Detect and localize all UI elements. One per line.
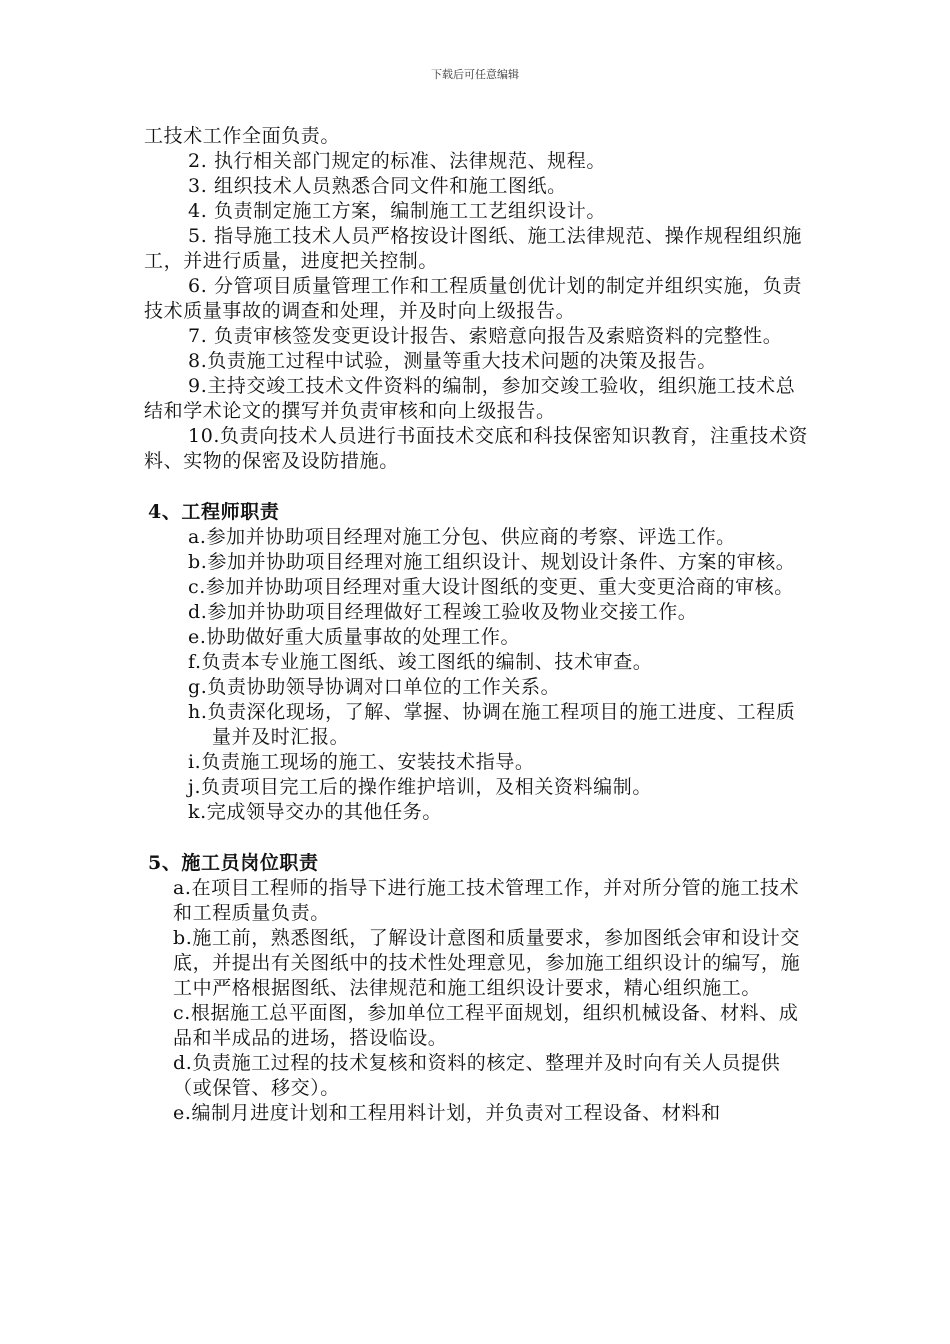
section-4-item-f: f.负责本专业施工图纸、竣工图纸的编制、技术审查。 <box>188 651 653 673</box>
section-4-item-e: e.协助做好重大质量事故的处理工作。 <box>188 626 521 648</box>
section-5-item-c: c.根据施工总平面图，参加单位工程平面规划，组织机械设备、材料、成品和半成品的进场，搭设临设。 <box>173 1002 799 1049</box>
section-4-item-c: c.参加并协助项目经理对重大设计图纸的变更、重大变更洽商的审核。 <box>188 576 794 598</box>
numbered-item-7: 7. 负责审核签发变更设计报告、索赔意向报告及索赔资料的完整性。 <box>188 325 783 347</box>
section-5-heading: 5、施工员岗位职责 <box>148 852 319 874</box>
section-4-item-b: b.参加并协助项目经理对施工组织设计、规划设计条件、方案的审核。 <box>188 551 796 573</box>
section-4-item-j: j.负责项目完工后的操作维护培训，及相关资料编制。 <box>188 776 652 798</box>
section-4-heading: 4、工程师职责 <box>148 501 280 523</box>
numbered-item-4: 4. 负责制定施工方案，编制施工工艺组织设计。 <box>188 200 606 222</box>
paragraph-intro-tail: 工技术工作全面负责。 <box>144 125 341 147</box>
section-4-item-a: a.参加并协助项目经理对施工分包、供应商的考察、评选工作。 <box>188 526 736 548</box>
section-4-item-k: k.完成领导交办的其他任务。 <box>188 801 442 823</box>
numbered-item-5: 5. 指导施工技术人员严格按设计图纸、施工法律规范、操作规程组织施工，并进行质量，进度把关控制。 <box>144 225 802 272</box>
section-5-item-d: d.负责施工过程的技术复核和资料的核定、整理并及时向有关人员提供（或保管、移交）。 <box>173 1052 781 1099</box>
numbered-item-10: 10.负责向技术人员进行书面技术交底和科技保密知识教育，注重技术资料、实物的保密及设防措施。 <box>144 425 809 472</box>
numbered-item-2: 2. 执行相关部门规定的标准、法律规范、规程。 <box>188 150 606 172</box>
numbered-item-3: 3. 组织技术人员熟悉合同文件和施工图纸。 <box>188 175 567 197</box>
document-body <box>144 124 812 1126</box>
numbered-item-6: 6. 分管项目质量管理工作和工程质量创优计划的制定并组织实施，负责技术质量事故的调查和处理，并及时向上级报告。 <box>144 275 802 322</box>
section-5-item-e: e.编制月进度计划和工程用料计划，并负责对工程设备、材料和 <box>173 1102 721 1124</box>
section-4-item-d: d.参加并协助项目经理做好工程竣工验收及物业交接工作。 <box>188 601 698 623</box>
section-4-item-g: g.负责协助领导协调对口单位的工作关系。 <box>188 676 561 698</box>
numbered-item-9: 9.主持交竣工技术文件资料的编制，参加交竣工验收，组织施工技术总结和学术论文的撰写并负责审核和向上级报告。 <box>144 375 796 422</box>
section-5-item-a: a.在项目工程师的指导下进行施工技术管理工作，并对所分管的施工技术和工程质量负责。 <box>173 877 800 924</box>
section-4-item-h: h.负责深化现场，了解、掌握、协调在施工程项目的施工进度、工程质量并及时汇报。 <box>188 701 796 748</box>
section-5-item-b: b.施工前，熟悉图纸，了解设计意图和质量要求，参加图纸会审和设计交底，并提出有关图纸中的技术性处理意见，参加施工组织设计的编写，施工中严格根据图纸、法律规范和施工组织设计要求，精心组织施工。 <box>173 927 801 999</box>
section-4-item-i: i.负责施工现场的施工、安装技术指导。 <box>188 751 535 773</box>
page-header: 下载后可任意编辑 <box>431 68 519 81</box>
numbered-item-8: 8.负责施工过程中试验，测量等重大技术问题的决策及报告。 <box>188 350 717 372</box>
